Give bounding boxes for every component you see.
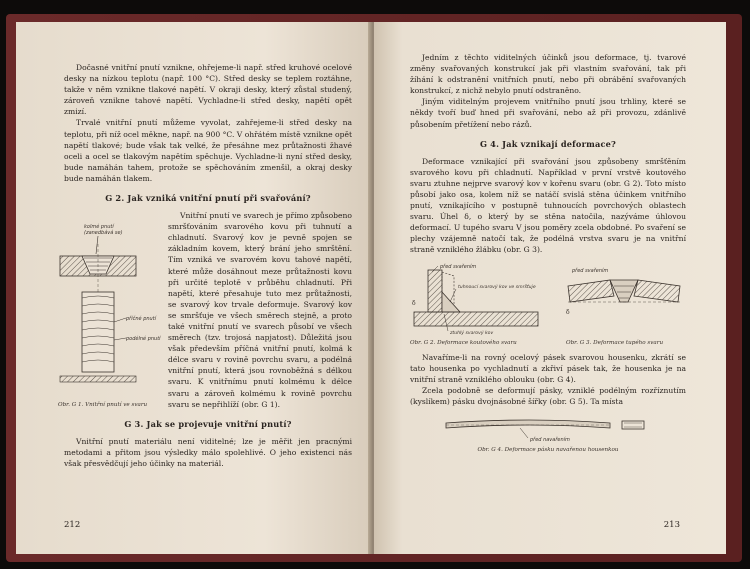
strip-bead-diagram [410, 413, 680, 445]
left-paragraph-1: Dočasné vnitřní pnutí vznikne, ohřejeme-li např. střed kruhové ocelové desky na nízkou teplotu (např. 100 °C). Střed desky se teplem roztáhne, takže v něm vznikne tlakové napětí. V okraji desky, který zůstal studený, zároveň vznikne tahové napětí. Vychladne-li střed desky, napětí opět zmizí. [64, 63, 352, 117]
label-g3-delta: δ [566, 308, 570, 316]
figure-row-g2-g3 [410, 260, 686, 346]
right-paragraph-5: Zcela podobně se deformují pásky, vzniklé podélným rozříznutím (kyslíkem) pásku dvojnásobné šířky (obr. G 5). Ta místa [410, 385, 686, 406]
book [6, 14, 742, 562]
page-number-right: 213 [663, 520, 680, 530]
left-page [16, 22, 372, 554]
figure-g2 [410, 260, 550, 346]
label-transverse: kolmé pnutí [84, 224, 114, 231]
right-paragraph-3: Deformace vznikající při svařování jsou způsobeny smršťěním svarového kovu při chladnutí. Například v první vrstvě koutového svaru ztuhne nejprve svarový kov v kořenu svaru (obr. G 2). Toto místo působí jako osa, kolem níž se natáčí svislá stěna účinkem vnitřního pnutí, vznikajícího v postupně tuhnoucích povrchových oblastech svaru. Úhel δ, o který by se stěna natočila, nazýváme úhlovou deformací. U tupého svaru V jsou poměry zcela obdobné. Po svaření se plechy vzájemně natočí tak, že podélná vrstva svaru je na vnitřní straně vzniklého žlábku (obr. G 3). [410, 156, 686, 255]
heading-g4: G 4. Jak vznikají deformace? [479, 138, 617, 149]
figure-g1 [58, 210, 162, 408]
fillet-weld-diagram [410, 260, 550, 338]
figure-g3 [566, 260, 686, 346]
label-g2-cooling: tuhnoucí svarový kov ve smršťuje [458, 284, 536, 290]
caption-g3: Obr. G 3. Deformace tupého svaru [566, 339, 664, 346]
label-g3-before: před svařením [572, 267, 609, 274]
left-paragraph-4: Vnitřní pnutí materiálu není viditelné; lze je měřit jen pracnými metodami a přitom jsou výsledky málo spolehlivé. O jeho existenci nás však přesvědčují jeho účinky na materiál. [64, 437, 352, 469]
label-g2-delta: δ [412, 299, 416, 307]
page-number-left: 212 [64, 520, 81, 530]
caption-g1: Obr. G 1. Vnitřní pnutí ve svaru [58, 402, 148, 409]
left-paragraph-2: Trvalé vnitřní pnutí můžeme vyvolat, zahřejeme-li střed desky na teplotu, při níž ocel měkne, např. na 900 °C. V ohřátém místě vznikne opět napětí tlakové; bude však tak velké, že přesáhne mez průtažnosti žhavé oceli a ocel se tlakovým napětím spěchuje. Vychladne-li nyní střed desky, bude namáhán tahem, protože se spěchováním zmenšil, a okraj desky bude namáhán tlakem. [64, 118, 352, 183]
right-paragraph-4: Navaříme-li na rovný ocelový pásek svarovou housenku, zkrátí se tato housenka po vychladnutí a zkřiví pásek tak, že housenka je na vnitřní straně vzniklého oblouku (obr. G 4). [410, 352, 686, 384]
weld-stress-diagram [58, 210, 162, 400]
figure-g4 [410, 413, 686, 453]
label-g4-before: před navařením [530, 436, 570, 443]
label-transverse-sub: (zanedbává se) [84, 230, 123, 237]
right-paragraph-1: Jedním z těchto viditelných účinků jsou deformace, tj. tvarové změny svařovaných konstrukcí jak při vlastním svařování, tak při žíhání k odstranění vnitřních pnutí, nebo při obrábění svařovaných konstrukcí, z nichž nebylo pnutí odstraněno. [410, 53, 686, 96]
label-g2-before: před svařením [440, 263, 477, 270]
left-paragraph-3: Vnitřní pnutí ve svarech je přímo způsobeno smršťováním svarového kovu při tuhnutí a chladnutí. Svarový kov je pevně spojen se základním kovem, který brání jeho smrštění. Tím vzniká ve svarovém kovu tahové napětí, které může dosáhnout meze průtažnosti kovu při určité teplotě v průběhu chladnutí. Při napětí, které přesahuje tuto mez průtažnosti, se svarový kov trvale deformuje. Svarový kov se smršťuje ve všech směrech stejně, a proto také vnitřní pnutí ve svarech působí ve všech směrech (tzv. trojosá napjatost). Důležitá jsou však především příčná vnitřní pnutí, kolmá k délce svaru v rovině povrchu svaru, a podélná vnitřní pnutí, která jsou rovnoběžná s délkou svaru. K vnitřnímu pnutí kolmému k délce svaru a zároveň kolmému k rovině povrchu svaru se nepřihlíží (obr. G 1). [168, 211, 352, 409]
heading-g3: G 3. Jak se projevuje vnitřní pnutí? [124, 419, 292, 430]
right-page [374, 22, 726, 554]
label-long: podélné pnutí [126, 336, 161, 343]
caption-g4: Obr. G 4. Deformace pásku navařenou housenkou [477, 446, 619, 453]
label-cross: příčné pnutí [126, 316, 157, 323]
label-g2-solid: ztuhlý svarový kov [450, 330, 494, 336]
caption-g2: Obr. G 2. Deformace koutového svaru [410, 339, 517, 346]
heading-g2: G 2. Jak vzniká vnitřní pnutí při svařování? [105, 193, 311, 204]
butt-weld-diagram [566, 260, 686, 338]
right-paragraph-2: Jiným viditelným projevem vnitřního pnutí jsou trhliny, které se někdy tvoří buď hned při svařování, nebo až při provozu, zdánlivě působením přetížení nebo rázů. [410, 97, 686, 129]
